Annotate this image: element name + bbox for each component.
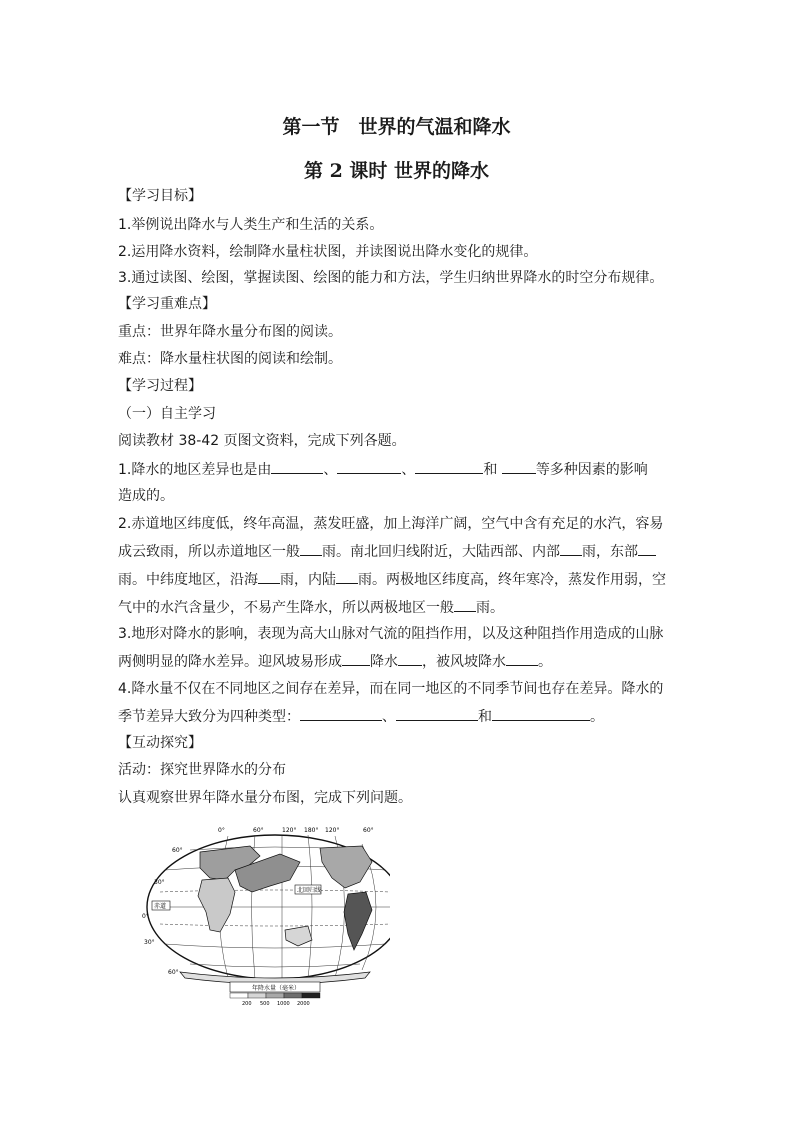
fill-blank[interactable]	[337, 459, 401, 474]
q2-text: 气中的水汽含量少，不易产生降水，所以两极地区一般	[118, 600, 454, 616]
map-longitude-label: 0°	[218, 827, 225, 834]
question-2-line	[118, 541, 656, 562]
key-point-focus: 重点：世界年降水量分布图的阅读。	[118, 324, 342, 340]
section-heading-objectives: 【学习目标】	[118, 188, 202, 204]
question-3-line	[118, 651, 552, 672]
question-4-line	[118, 706, 604, 727]
q1-text: 1.降水的地区差异也是由	[118, 462, 272, 478]
subsection-heading: （一）自主学习	[118, 406, 216, 422]
page-subtitle: 第 2 课时 世界的降水	[303, 160, 490, 182]
activity-title: 活动：探究世界降水的分布	[118, 762, 286, 778]
reading-instruction: 阅读教材 38-42 页图文资料，完成下列各题。	[118, 433, 406, 449]
question-2-line	[118, 569, 666, 590]
page-title: 第一节 世界的气温和降水	[282, 116, 511, 138]
question-3: 3.地形对降水的影响，表现为高大山脉对气流的阻挡作用，以及这种阻挡作用造成的山脉	[118, 626, 664, 642]
fill-blank[interactable]	[560, 541, 582, 556]
fill-blank[interactable]	[415, 459, 483, 474]
section-heading-interactive: 【互动探究】	[118, 735, 202, 751]
objective-item: 1.举例说出降水与人类生产和生活的关系。	[118, 217, 384, 233]
q3-text: 两侧明显的降水差异。迎风坡易形成	[118, 654, 342, 670]
q1-text: 、	[401, 462, 416, 478]
map-latitude-label: 60°	[172, 847, 183, 854]
question-1	[118, 459, 648, 480]
fill-blank[interactable]	[454, 597, 476, 612]
section-heading-process: 【学习过程】	[118, 378, 202, 394]
q2-text: 雨。	[476, 600, 504, 616]
objective-item: 3.通过读图、绘图，掌握读图、绘图的能力和方法，学生归纳世界降水的时空分布规律。	[118, 270, 664, 286]
q3-text: 降水	[370, 654, 398, 670]
fill-blank[interactable]	[300, 541, 322, 556]
fill-blank[interactable]	[492, 706, 590, 721]
objective-item: 2.运用降水资料，绘制降水量柱状图，并读图说出降水变化的规律。	[118, 244, 538, 260]
map-latitude-label: 30°	[154, 879, 165, 886]
map-longitude-label: 120°	[282, 827, 297, 834]
fill-blank[interactable]	[502, 459, 536, 474]
section-heading-key-points: 【学习重难点】	[118, 296, 216, 312]
q4-text: 、	[382, 709, 396, 725]
map-annotation-equator: 赤道	[154, 903, 167, 910]
q2-text: 雨。两极地区纬度高，终年寒冷，蒸发作用弱，空	[358, 572, 666, 588]
fill-blank[interactable]	[258, 569, 280, 584]
fill-blank[interactable]	[398, 651, 422, 666]
map-longitude-label: 60°	[253, 827, 264, 834]
q3-text: ，被风坡降水	[422, 654, 506, 670]
q2-text: 雨，东部	[582, 544, 638, 560]
map-legend-swatches	[230, 993, 320, 998]
map-legend-title: 年降水量（毫米）	[252, 985, 301, 992]
q2-text: 成云致雨，所以赤道地区一般	[118, 544, 300, 560]
map-legend-value: 2000	[297, 1001, 310, 1007]
map-longitude-label: 60°	[363, 827, 374, 834]
q2-text: 雨，内陆	[280, 572, 336, 588]
question-2: 2.赤道地区纬度低，终年高温，蒸发旺盛，加上海洋广阔，空气中含有充足的水汽，容易	[118, 516, 664, 532]
key-point-difficulty: 难点：降水量柱状图的阅读和绘制。	[118, 351, 342, 367]
fill-blank[interactable]	[396, 706, 478, 721]
question-4: 4.降水量不仅在不同地区之间存在差异，而在同一地区的不同季节间也存在差异。降水的	[118, 681, 664, 697]
map-longitude-label: 120°	[325, 827, 340, 834]
map-legend-value: 1000	[277, 1001, 290, 1007]
map-longitude-label: 180°	[304, 827, 319, 834]
q3-text: 。	[538, 654, 552, 670]
map-latitude-label: 60°	[168, 969, 179, 976]
fill-blank[interactable]	[638, 541, 656, 556]
q4-text: 季节差异大致分为四种类型：	[118, 709, 300, 725]
map-legend-value: 500	[260, 1001, 270, 1007]
q2-text: 雨。中纬度地区，沿海	[118, 572, 258, 588]
fill-blank[interactable]	[336, 569, 358, 584]
world-precipitation-map	[140, 822, 390, 1007]
map-latitude-label: 30°	[144, 939, 155, 946]
fill-blank[interactable]	[271, 459, 323, 474]
fill-blank[interactable]	[342, 651, 370, 666]
map-latitude-label: 0°	[142, 913, 149, 920]
fill-blank[interactable]	[506, 651, 538, 666]
q1-text: 、	[323, 462, 338, 478]
q2-text: 雨。南北回归线附近，大陆西部、内部	[322, 544, 560, 560]
map-annotation-tropic: 北回归线	[297, 887, 322, 894]
q1-text: 等多种因素的影响	[535, 462, 648, 478]
question-2-line	[118, 597, 504, 618]
map-legend-value: 200	[242, 1001, 252, 1007]
q4-text: 。	[590, 709, 604, 725]
fill-blank[interactable]	[300, 706, 382, 721]
q1-continued: 造成的。	[118, 488, 174, 504]
activity-instruction: 认真观察世界年降水量分布图，完成下列问题。	[118, 790, 412, 806]
q4-text: 和	[478, 709, 492, 725]
q1-text: 和	[483, 462, 502, 478]
